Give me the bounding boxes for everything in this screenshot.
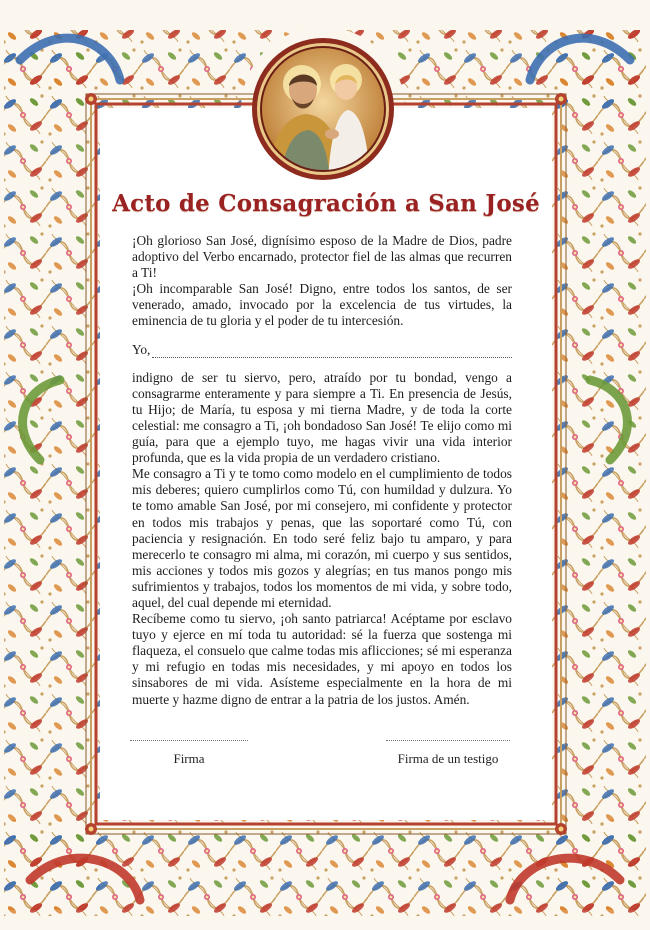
saint-joseph-with-child-medallion: [250, 36, 396, 182]
paragraph-consecration: indigno de ser tu siervo, pero, atraído por tu bondad, vengo a consagrarme enteramente y para siempre a Ti. En presencia de Jesús, tu Hijo; de María, tu esposa y mi tierna Madre, y de toda la corte celestial: me consagro a Ti, ¡oh bondadoso San José! Te elijo como mi guía, para que a ejemplo tuyo, me hagas vivir una vida interior profunda, que es la vida propia de un verdadero cristiano.: [132, 369, 512, 466]
signature-label: Firma: [173, 751, 205, 766]
paragraph-model: Me consagro a Ti y te tomo como modelo en el cumplimiento de todos mis deberes; quiero cumplirlos como Tú, con humildad y dulzura. Yo te tomo amable San José, por mi consejero, mi confidente y protector en todos mis trabajos y penas, que las soportaré como Tú, con paciencia y resignación. En todo seré feliz bajo tu amparo, y para merecerlo te consagro mi alma, mi corazón, mi cuerpo y sus sentidos, mis acciones y todos mis gozos y alegrías; en tus manos pongo mis sufrimientos y trabajos, todos los momentos de mi vida, y sobre todo, aquel, del cual depende mi eternidad.: [132, 466, 512, 610]
signature-line[interactable]: [130, 740, 248, 741]
consecration-text: [132, 233, 512, 708]
paragraph-servant: Recíbeme como tu siervo, ¡oh santo patriarca! Acéptame por esclavo tuyo y ejerce en mí toda tu autoridad: sé la fuerza que sostenga mi flaqueza, el consuelo que calme todas mis aflicciones; sé mi esperanza y mi refugio en todas mis necesidades, y mi apoyo en todos los sinsabores de mi vida. Asísteme especialmente en la hora de mi muerte y hazme digno de entrar a la patria de los justos. Amén.: [132, 611, 512, 707]
paragraph-praise: ¡Oh incomparable San José! Digno, entre todos los santos, de ser venerado, amado, invocado por la excelencia de tus virtudes, la eminencia de tu gloria y el poder de tu intercesión.: [132, 281, 512, 329]
page-title: Acto de Consagración a San José: [112, 190, 540, 217]
paragraph-invocation: ¡Oh glorioso San José, dignísimo esposo de la Madre de Dios, padre adoptivo del Verbo encarnado, protector fiel de las almas que recurren a Ti!: [132, 233, 512, 281]
signature-block: [130, 740, 248, 767]
witness-signature-line[interactable]: [386, 740, 510, 741]
witness-signature-label: Firma de un testigo: [397, 751, 499, 766]
name-blank-field[interactable]: [152, 345, 512, 358]
name-line: [132, 342, 512, 358]
witness-signature-block: [386, 740, 510, 767]
yo-label: Yo,: [132, 341, 151, 357]
